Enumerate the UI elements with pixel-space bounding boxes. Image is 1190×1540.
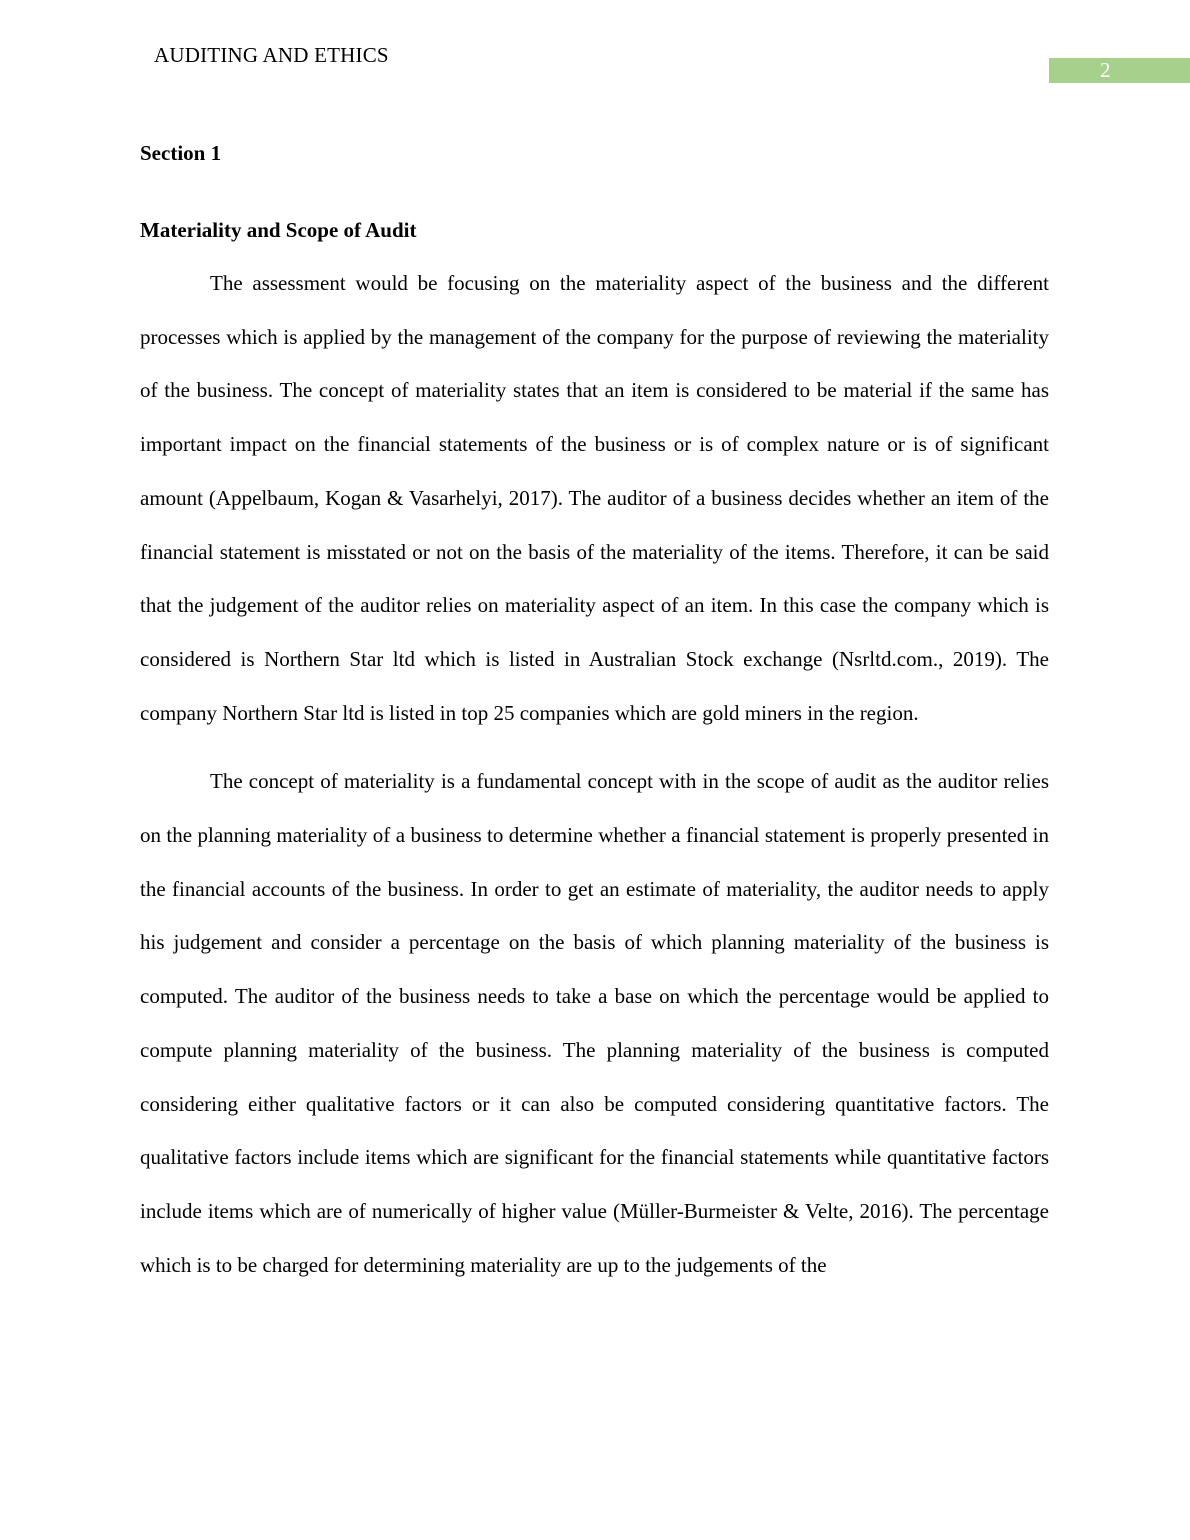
running-head: AUDITING AND ETHICS [154,43,389,67]
page-number: 2 [1100,58,1111,82]
document-body [140,136,1049,1292]
body-paragraph-2: The concept of materiality is a fundamental concept with in the scope of audit as the auditor relies on the planning materiality of a business to determine whether a financial statement is properly presented in the financial accounts of the business. In order to get an estimate of materiality, the auditor needs to apply his judgement and consider a percentage on the basis of which planning materiality of the business is computed. The auditor of the business needs to take a base on which the percentage would be applied to compute planning materiality of the business. The planning materiality of the business is computed considering either qualitative factors or it can also be computed considering quantitative factors. The qualitative factors include items which are significant for the financial statements while quantitative factors include items which are of numerically of higher value (Müller-Burmeister & Velte, 2016). The percentage which is to be charged for determining materiality are up to the judgements of the [140,769,1049,1277]
subheading: Materiality and Scope of Audit [140,218,417,242]
body-paragraph-1: The assessment would be focusing on the materiality aspect of the business and the different processes which is applied by the management of the company for the purpose of reviewing the materiality of the business. The concept of materiality states that an item is considered to be material if the same has important impact on the financial statements of the business or is of complex nature or is of significant amount (Appelbaum, Kogan & Vasarhelyi, 2017). The auditor of a business decides whether an item of the financial statement is misstated or not on the basis of the materiality of the items. Therefore, it can be said that the judgement of the auditor relies on materiality aspect of an item. In this case the company which is considered is Northern Star ltd which is listed in Australian Stock exchange (Nsrltd.com., 2019). The company Northern Star ltd is listed in top 25 companies which are gold miners in the region. [140,271,1049,725]
section-heading: Section 1 [140,141,222,165]
page-number-tab [1049,58,1190,83]
